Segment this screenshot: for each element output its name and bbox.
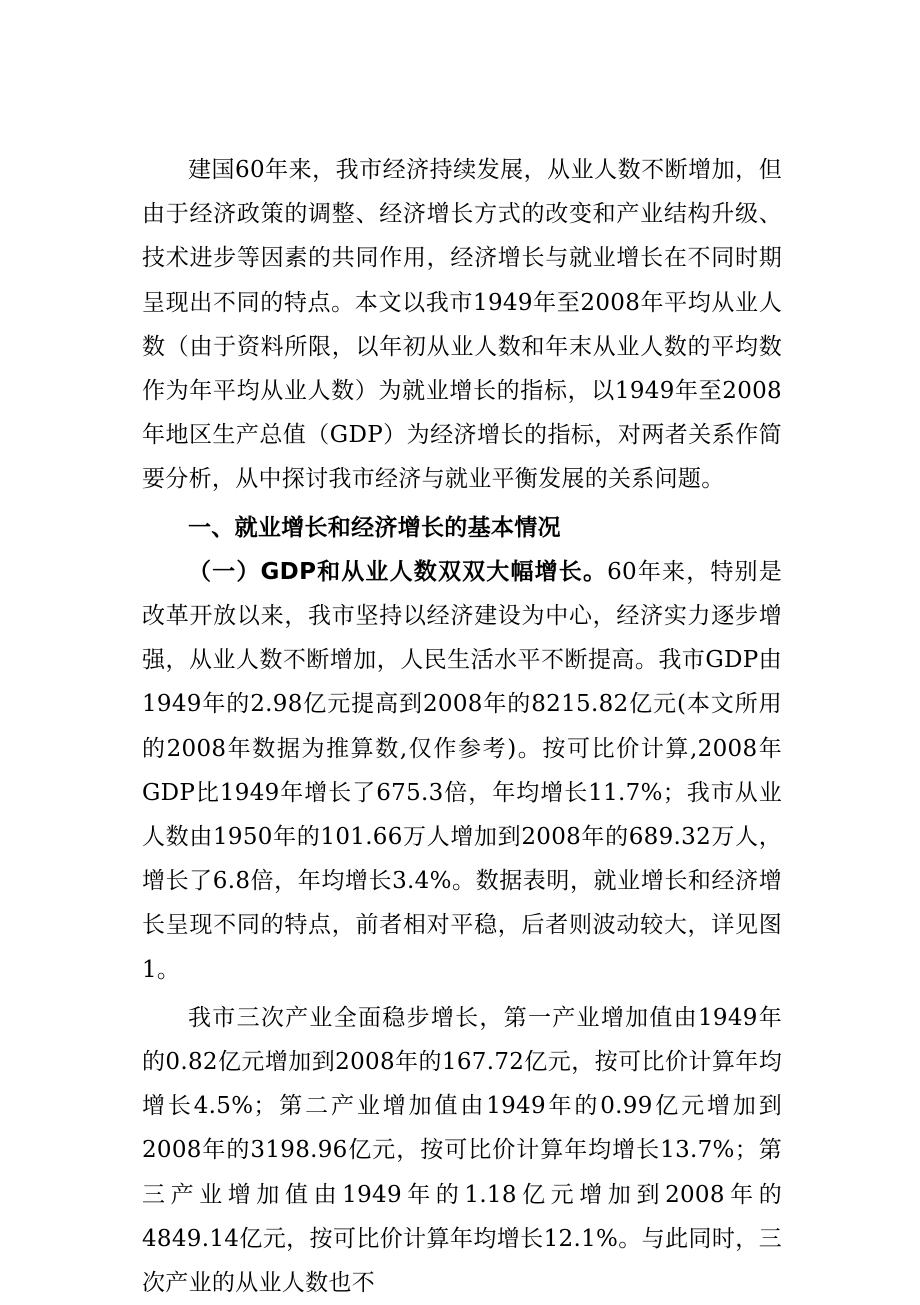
gdp-growth-text: 60年来，特别是改革开放以来，我市坚持以经济建设为中心，经济实力逐步增强，从业人数不断增加，人民生活水平不断提高。我市GDP由1949年的2.98亿元提高到2008年的8215.82亿元(本文所用的2008年数据为推算数,仅作参考)。按可比价计算,2008年GDP比1949年增长了675.3倍，年均增长11.7%；我市从业人数由1950年的101.66万人增加到2008年的689.32万人，增长了6.8倍，年均增长3.4%。数据表明，就业增长和经济增长呈现不同的特点，前者相对平稳，后者则波动较大，详见图1。 — [142, 558, 782, 983]
section-heading: 一、就业增长和经济增长的基本情况 — [188, 514, 561, 541]
intro-paragraph: 建国60年来，我市经济持续发展，从业人数不断增加，但由于经济政策的调整、经济增长方式的改变和产业结构升级、技术进步等因素的共同作用，经济增长与就业增长在不同时期呈现出不同的特点。本文以我市1949年至2008年平均从业人数（由于资料所限，以年初从业人数和年末从业人数的平均数作为年平均从业人数）为就业增长的指标，以1949年至2008年地区生产总值（GDP）为经济增长的指标，对两者关系作简要分析，从中探讨我市经济与就业平衡发展的关系问题。 — [142, 157, 782, 493]
gdp-growth-paragraph — [142, 550, 782, 992]
document-page — [142, 148, 782, 1305]
industry-growth-paragraph: 我市三次产业全面稳步增长，第一产业增加值由1949年的0.82亿元增加到2008年的167.72亿元，按可比价计算年均增长4.5%；第二产业增加值由1949年的0.99亿元增加到2008年的3198.96亿元，按可比价计算年均增长13.7%；第三产业增加值由1949年的1.18亿元增加到2008年的4849.14亿元，按可比价计算年均增长12.1%。与此同时，三次产业的从业人数也不 — [142, 1004, 782, 1297]
subsection-lead: （一）GDP和从业人数双双大幅增长。 — [188, 558, 608, 585]
